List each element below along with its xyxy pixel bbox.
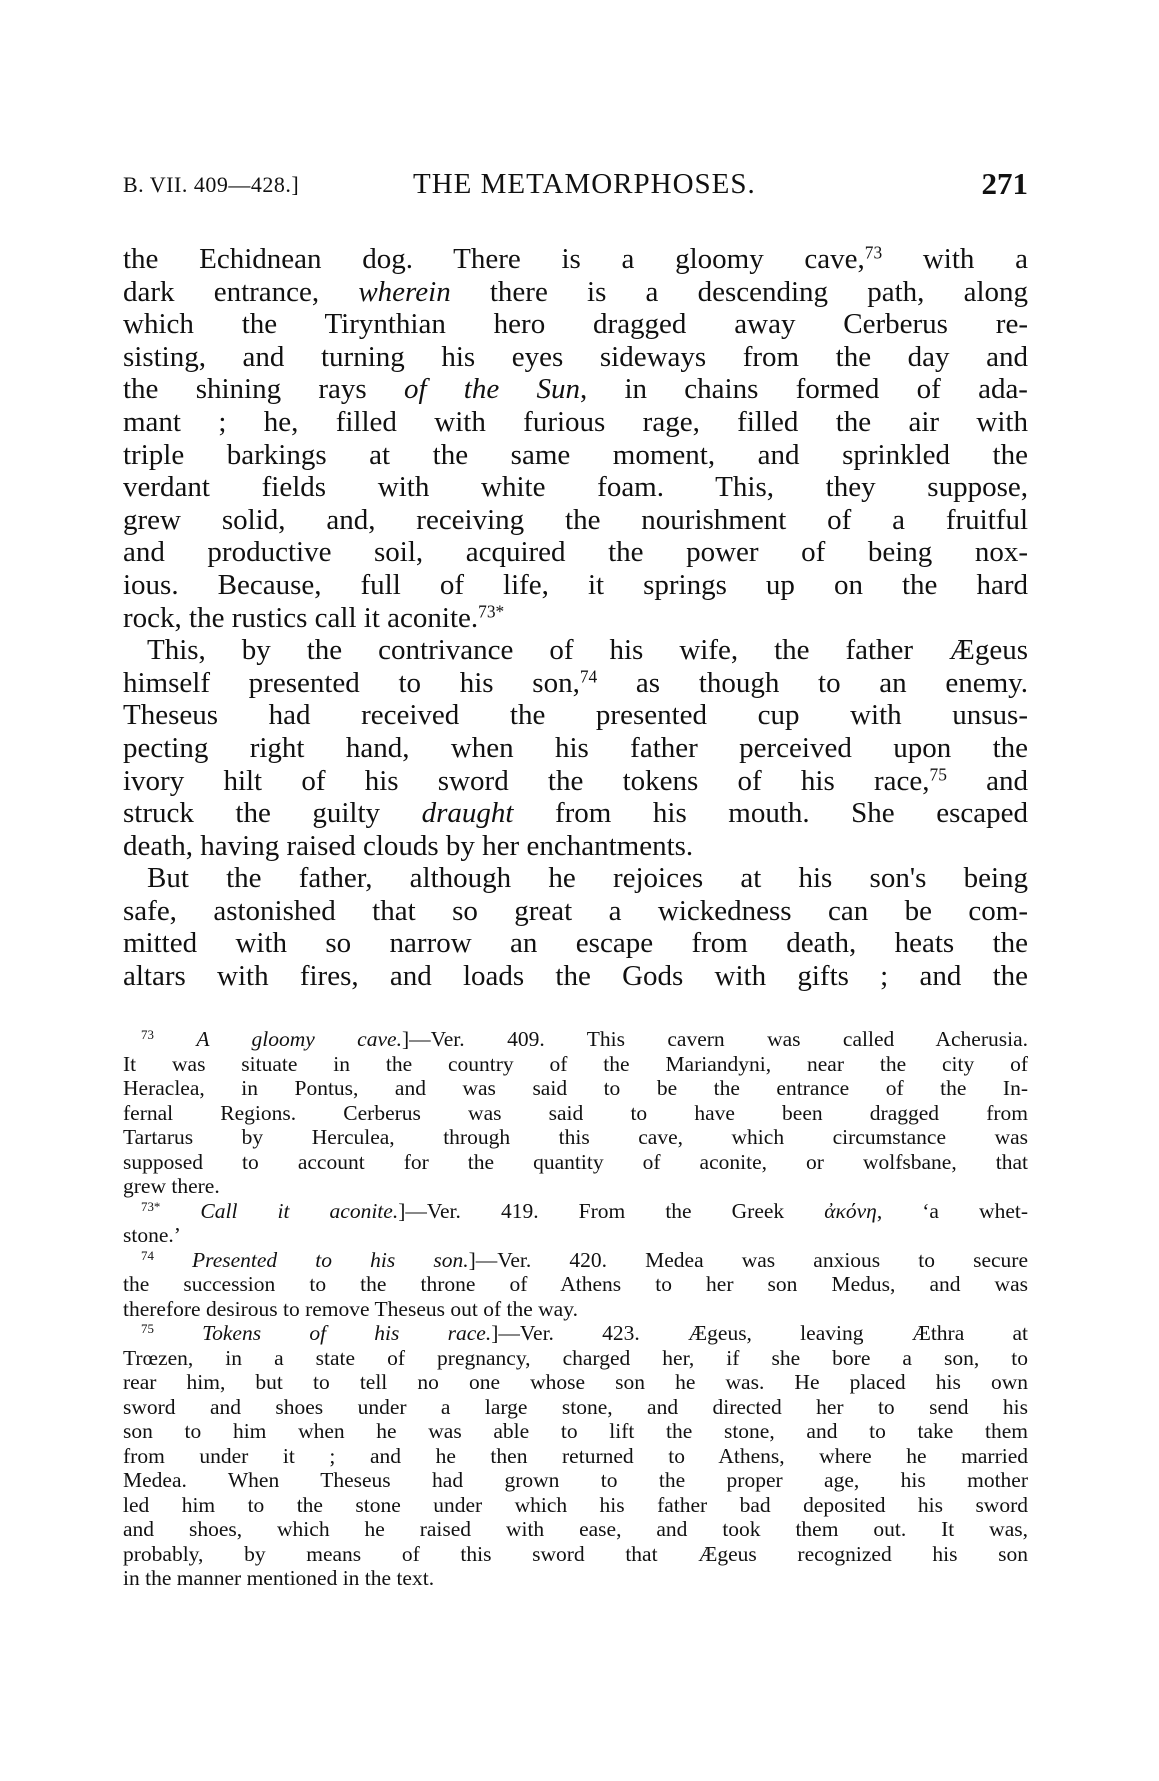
text-run: grew solid, and, receiving the nourishment of a fruitful [123, 503, 1028, 536]
text-run: Tartarus by Herculea, through this cave, which circumstance was [123, 1125, 1028, 1149]
text-run: from under it ; and he then returned to Athens, where he married [123, 1443, 1028, 1468]
italic-text: draught [421, 797, 514, 830]
text-run: Trœzen, in a state of pregnancy, charged her, if she bore a son, to [123, 1345, 1028, 1370]
text-run: there is a descending path, along [450, 275, 1028, 308]
text-run: pecting right hand, when his father perceived upon the [123, 731, 1028, 764]
footnote-reference: 73* [478, 601, 505, 621]
text-run: dark entrance, [123, 275, 359, 308]
book-verse-reference: B. VII. 409—428.] [123, 172, 300, 197]
footnote-reference: 73* [141, 1199, 161, 1214]
text-run: led him to the stone under which his father bad deposited his sword [123, 1492, 1028, 1517]
text-run: the shining rays [123, 373, 404, 406]
footnote-reference: 74 [579, 666, 598, 687]
footnote-line [123, 1150, 1028, 1175]
text-run: rear him, but to tell no one whose son he was. He placed his own [123, 1370, 1028, 1394]
footnote-line [123, 1174, 1028, 1199]
footnote-line [123, 1027, 1028, 1052]
text-run: fernal Regions. Cerberus was said to have been dragged from [123, 1100, 1028, 1125]
footnote-line [123, 1493, 1028, 1518]
text-run: ]—Ver. 420. Medea was anxious to secure [468, 1247, 1028, 1272]
main-text [123, 243, 1028, 993]
text-run: verdant fields with white foam. This, they suppose, [123, 471, 1028, 504]
running-header [123, 164, 1028, 204]
italic-text: of the Sun [403, 373, 580, 406]
text-run: himself presented to his son, [123, 666, 580, 699]
footnote-line [123, 1101, 1028, 1126]
text-run: and shoes, which he raised with ease, and took them out. It was, [123, 1517, 1028, 1541]
text-line [123, 732, 1028, 765]
text-run: But the father, although he rejoices at his son's being [147, 862, 1028, 895]
text-run: ious. Because, full of life, it springs up on the hard [123, 568, 1028, 601]
footnote-reference: 75 [141, 1321, 154, 1336]
text-run: ivory hilt of his sword the tokens of his race, [123, 764, 930, 797]
italic-text: Call it aconite. [200, 1198, 399, 1223]
footnotes [123, 1027, 1028, 1591]
text-run: Heraclea, in Pontus, and was said to be the entrance of the In- [123, 1076, 1028, 1100]
text-run: and productive soil, acquired the power of being nox- [123, 536, 1028, 569]
text-line [123, 341, 1028, 374]
footnote-line [123, 1272, 1028, 1297]
footnote-line [123, 1321, 1028, 1346]
footnote-line [123, 1223, 1028, 1248]
footnote-line [123, 1542, 1028, 1567]
footnote-reference: 73 [864, 243, 883, 263]
text-line [123, 765, 1028, 798]
text-run: mitted with so narrow an escape from death, heats the [123, 927, 1028, 960]
text-run: son to him when he was able to lift the stone, and to take them [123, 1419, 1028, 1443]
footnote-line [123, 1052, 1028, 1077]
text-line [123, 699, 1028, 732]
text-run: altars with fires, and loads the Gods with gifts ; and the [123, 960, 1028, 993]
text-run [154, 1027, 196, 1051]
footnote-line [123, 1395, 1028, 1420]
italic-text: wherein [358, 275, 451, 308]
text-run: and [946, 764, 1028, 797]
text-run: mant ; he, filled with furious rage, filled the air with [123, 405, 1028, 438]
text-line [123, 276, 1028, 309]
text-line [123, 862, 1028, 895]
footnote-line [123, 1199, 1028, 1224]
text-run: Theseus had received the presented cup with unsus- [123, 699, 1028, 732]
text-line [123, 308, 1028, 341]
text-run: It was situate in the country of the Mariandyni, near the city of [123, 1051, 1028, 1076]
text-run: ]—Ver. 419. From the Greek [398, 1198, 825, 1223]
text-line [123, 569, 1028, 602]
footnote-line [123, 1419, 1028, 1444]
italic-text: Tokens of his race. [202, 1321, 492, 1345]
text-run: probably, by means of this sword that Ægeus recognized his son [123, 1541, 1028, 1566]
footnote-reference: 73 [141, 1027, 154, 1042]
text-run: sisting, and turning his eyes sideways from the day and [123, 340, 1028, 373]
text-line [123, 634, 1028, 667]
text-run: , in chains formed of ada- [579, 373, 1028, 406]
footnote-reference: 75 [929, 764, 947, 784]
text-run: , ‘a whet- [876, 1198, 1028, 1223]
text-run: the Echidnean dog. There is a gloomy cave, [123, 243, 865, 275]
footnote-line [123, 1248, 1028, 1273]
text-run: with a [882, 243, 1028, 275]
text-run: sword and shoes under a large stone, and directed her to send his [123, 1394, 1028, 1419]
text-line [123, 243, 1028, 276]
footnote-line [123, 1444, 1028, 1469]
text-line [123, 927, 1028, 960]
footnote-line [123, 1076, 1028, 1101]
text-line [123, 667, 1028, 700]
text-run: the succession to the throne of Athens to her son Medus, and was [123, 1272, 1028, 1296]
text-line [123, 406, 1028, 439]
footnote-line [123, 1346, 1028, 1371]
text-line [123, 797, 1028, 830]
text-run: supposed to account for the quantity of aconite, or wolfsbane, that [123, 1149, 1028, 1174]
text-run: in the manner mentioned in the text. [123, 1566, 435, 1590]
text-run: as though to an enemy. [597, 666, 1028, 699]
footnote-line [123, 1370, 1028, 1395]
text-run: This, by the contrivance of his wife, the father Ægeus [147, 634, 1028, 667]
text-line [123, 895, 1028, 928]
text-run: struck the guilty [123, 797, 422, 830]
footnote-reference: 74 [141, 1248, 154, 1263]
text-run [160, 1199, 200, 1223]
text-run: therefore desirous to remove Theseus out of the way. [123, 1296, 578, 1321]
page-number: 271 [981, 166, 1028, 201]
text-run: safe, astonished that so great a wickedness can be com- [123, 894, 1028, 927]
text-line [123, 830, 1028, 863]
text-run: ]—Ver. 423. Ægeus, leaving Æthra at [491, 1321, 1028, 1345]
text-line [123, 439, 1028, 472]
text-run [154, 1248, 192, 1272]
italic-text: Presented to his son. [192, 1247, 469, 1272]
text-run: stone.’ [123, 1223, 181, 1247]
italic-text: A gloomy cave. [196, 1027, 402, 1051]
footnote-line [123, 1517, 1028, 1542]
text-line [123, 373, 1028, 406]
footnote-line [123, 1566, 1028, 1591]
text-run: from his mouth. She escaped [513, 797, 1028, 830]
text-run: grew there. [123, 1174, 220, 1198]
text-run: ]—Ver. 409. This cavern was called Acherusia. [401, 1027, 1028, 1051]
text-run: rock, the rustics call it aconite. [123, 601, 479, 634]
text-run: death, having raised clouds by her enchantments. [123, 829, 694, 862]
text-run [154, 1321, 202, 1345]
text-line [123, 960, 1028, 993]
text-line [123, 504, 1028, 537]
text-line [123, 536, 1028, 569]
text-line [123, 602, 1028, 635]
footnote-line [123, 1297, 1028, 1322]
text-run: which the Tirynthian hero dragged away Cerberus re- [123, 308, 1028, 341]
text-line [123, 471, 1028, 504]
text-run: Medea. When Theseus had grown to the proper age, his mother [123, 1468, 1028, 1492]
italic-text: ἀκόνη [824, 1198, 877, 1223]
text-run: triple barkings at the same moment, and sprinkled the [123, 438, 1028, 471]
footnote-line [123, 1468, 1028, 1493]
running-title: THE METAMORPHOSES. [413, 168, 756, 200]
footnote-line [123, 1125, 1028, 1150]
